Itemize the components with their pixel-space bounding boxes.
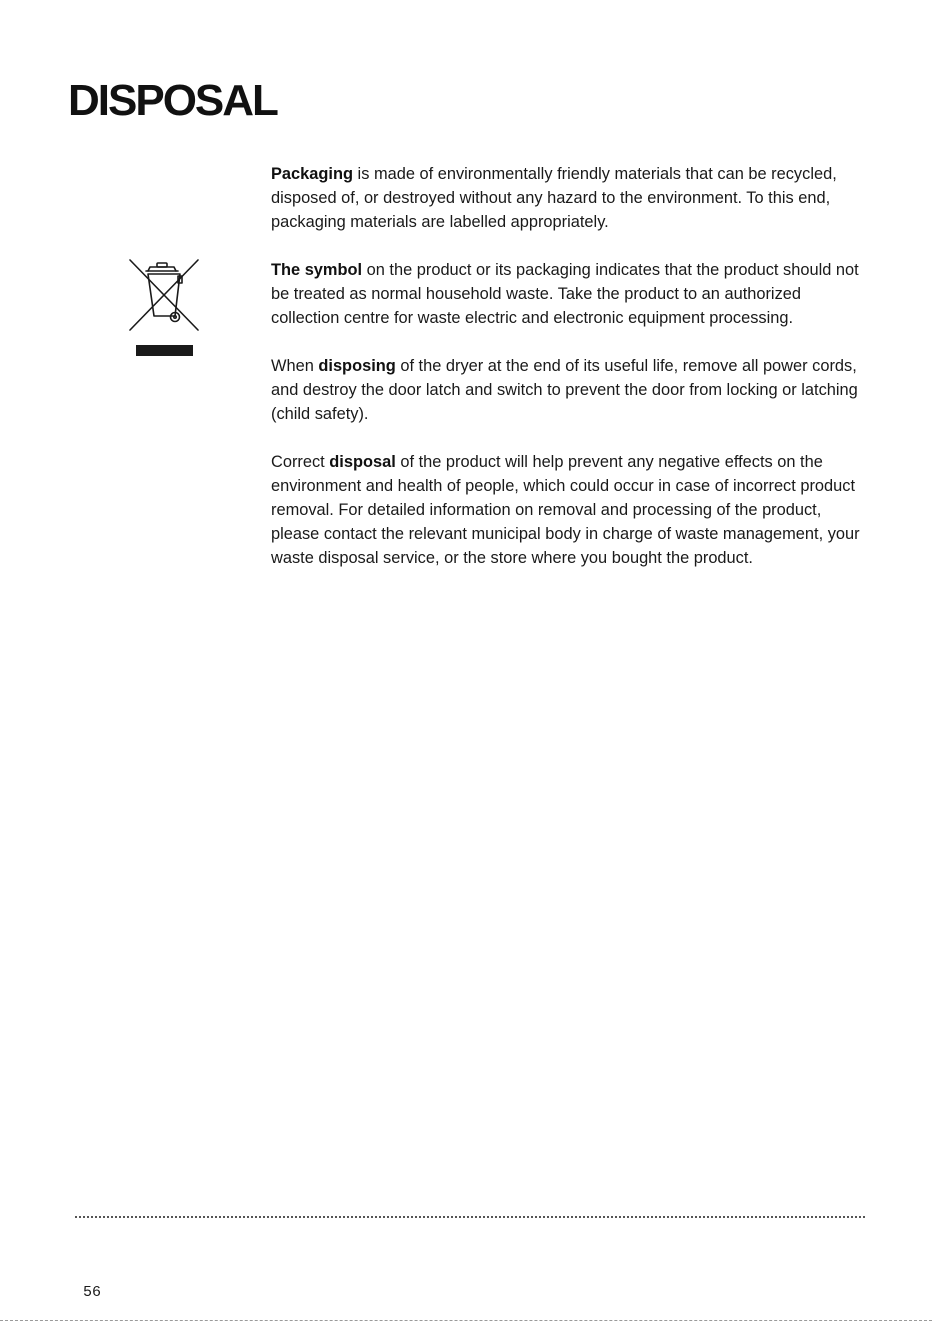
disposing-term: disposing — [318, 357, 396, 375]
correct-disposal-paragraph: Correct disposal of the product will help prevent any negative effects on the environment and health of people, which could occur in case of incorrect product removal. For detailed information on removal and processing of the product, please contact the relevant municipal body in charge of waste management, your waste disposal service, or the store where you bought the product. — [271, 453, 860, 567]
symbol-paragraph: The symbol on the product or its packaging indicates that the product should not be treated as normal household waste. Take the product to an authorized collection centre for waste electric and electronic equipment processing. — [271, 261, 859, 327]
page-bottom-edge — [0, 1320, 932, 1321]
disposal-term: disposal — [329, 453, 396, 471]
disposing-paragraph: When disposing of the dryer at the end of its useful life, remove all power cords, and destroy the door latch and switch to prevent the door from locking or latching (child safety). — [271, 357, 858, 423]
crossed-out-wheelie-bin-icon — [128, 258, 200, 358]
page-number: 56 — [83, 1284, 102, 1301]
packaging-paragraph: Packaging is made of environmentally friendly materials that can be recycled, disposed of, or destroyed without any hazard to the environment. To this end, packaging materials are labelled appropriately. — [271, 165, 837, 231]
footer-divider — [75, 1216, 865, 1218]
packaging-term: Packaging — [271, 165, 353, 183]
page-title: DISPOSAL — [68, 76, 277, 125]
disposal-text — [271, 162, 871, 594]
symbol-term: The symbol — [271, 261, 363, 279]
